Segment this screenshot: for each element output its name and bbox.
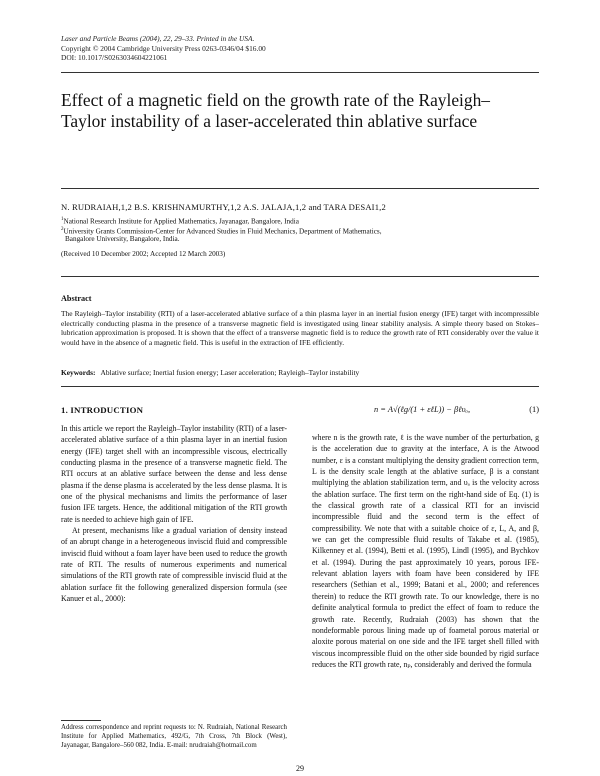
keywords [61, 368, 359, 377]
equation-1 [312, 405, 539, 419]
author-line: N. RUDRAIAH,1,2 B.S. KRISHNAMURTHY,1,2 A.S. JALAJA,1,2 and TARA DESAI1,2 [61, 202, 386, 212]
affiliation-2-number: 2 [61, 227, 64, 232]
title-rule [61, 188, 539, 189]
affiliation-2-text: University Grants Commission-Center for Advanced Studies in Fluid Mechanics, Department of Mathematics, [63, 227, 382, 236]
correspondence-footnote: Address correspondence and reprint requests to: N. Rudraiah, National Research Institute for Applied Mathematics, 492/G, 7th Cross, 7th Block (West), Jayanagar, Bangalore–560 082, India. E-mail: nrudraiah@hotmail.com [61, 724, 287, 749]
abstract-heading: Abstract [61, 294, 92, 303]
keywords-label: Keywords: [61, 368, 96, 377]
running-header [61, 34, 266, 63]
intro-paragraph-2: At present, mechanisms like a gradual variation of density instead of an abrupt change in a heterogeneous inviscid fluid and compressible inviscid fluid without a foam layer have been used to reduce the growth rate of RTI. The results of numerous experiments and numerical simulations of the RTI growth rate of compressible inviscid fluid at the ablation surface fit the following generalized dispersion formula (see Kanuer et al., 2000): [61, 526, 287, 604]
footnote-rule [61, 720, 101, 721]
journal-citation: Laser and Particle Beams (2004), 22, 29–33. Printed in the USA. [61, 34, 255, 43]
abstract-text: The Rayleigh–Taylor instability (RTI) of a laser-accelerated ablative surface of a thin plasma layer in an inertial fusion energy (IFE) target with incompressible electrically conducting plasma in the presence of a transverse magnetic field is investigated using linear stability analysis. A simple theory based on Stokes–lubrication approximation is proposed. It is shown that the effect of a transverse magnetic field is to reduce the growth rate of RTI considerably over the value it would have in the absence of a magnetic field. This is useful in the extraction of IFE efficiently. [61, 309, 539, 347]
abstract-bottom-rule [61, 386, 539, 387]
left-column [61, 423, 287, 605]
copyright-line: Copyright © 2004 Cambridge University Press 0263-0346/04 $16.00 [61, 43, 266, 53]
header-rule [61, 72, 539, 73]
equation-number: (1) [529, 405, 539, 414]
received-dates: (Received 10 December 2002; Accepted 12 March 2003) [61, 250, 226, 258]
doi-line: DOI: 10.1017/S0263034604221061 [61, 53, 168, 63]
article-title: Effect of a magnetic field on the growth rate of the Rayleigh–Taylor instability of a laser-accelerated thin ablative surface [61, 90, 490, 132]
right-paragraph-1: where n is the growth rate, ℓ is the wave number of the perturbation, g is the acceleration due to gravity at the interface, A is the Atwood number, ε is a constant multiplying the density gradient correction term, L is the density scale length at the ablative surface, β is a constant multiplying the ablation stabilization term, and υₐ is the velocity across the ablation surface. The first term on the right-hand side of Eq. (1) is the classical growth rate of a classical RTI for an inviscid incompressible fluid and the second term is the effect of compressibility. We note that with a suitable choice of ε, L, A, and β, we can get the compressible fluid results of Takabe et al. (1985), Kilkenney et al. (1994), Betti et al. (1995), Lindl (1995), and Bychkov et al. (1994). During the past approximately 10 years, porous IFE-relevant ablation layers with foam have been considered by IFE researchers (Sethian et al., 1999; Batani et al., 2000; and references therein) to reduce the RTI growth rate. To our knowledge, there is no definite analytical formula to predict the effect of foam to reduce the growth rate. Recently, Rudraiah (2003) has shown that the nondeformable porous lining made up of foametal porous material or aloxite porous material on one side and the IFE target shell filled with viscous incompressible fluid on the other side bounded by rigid surface reduces the RTI growth rate, nₚ, considerably and derived the formula [312, 433, 539, 669]
intro-paragraph-1: In this article we report the Rayleigh–Taylor instability (RTI) of a laser-accelerated ablative surface of a thin plasma layer in an inertial fusion energy (IFE) target shell with an incompressible viscous, electrically conducting plasma in the presence of a transverse magnetic field. The RTI occurs at an ablative surface between the dense and less dense plasma if the dense plasma is accelerated by the less dense plasma. It is one of the physical mechanisms and limits the performance of laser fusion IFE targets. Hence, the additional mitigation of the RTI growth rate is needed to achieve high gain of IFE. [61, 424, 287, 524]
right-column [312, 432, 539, 670]
section-heading: 1. INTRODUCTION [61, 405, 144, 415]
affiliation-1-number: 1 [61, 217, 64, 222]
abstract-top-rule [61, 276, 539, 277]
affiliation-2-continued: Bangalore University, Bangalore, India. [65, 235, 180, 243]
keywords-list: Ablative surface; Inertial fusion energy; Laser acceleration; Rayleigh–Taylor instability [100, 368, 360, 377]
equation-expression: n = A√(ℓg/(1 + εℓL)) − βℓυₐ, [374, 405, 471, 414]
affiliation-1-text: National Research Institute for Applied Mathematics, Jayanagar, Bangalore, India [63, 217, 299, 226]
page-number: 29 [296, 764, 304, 773]
